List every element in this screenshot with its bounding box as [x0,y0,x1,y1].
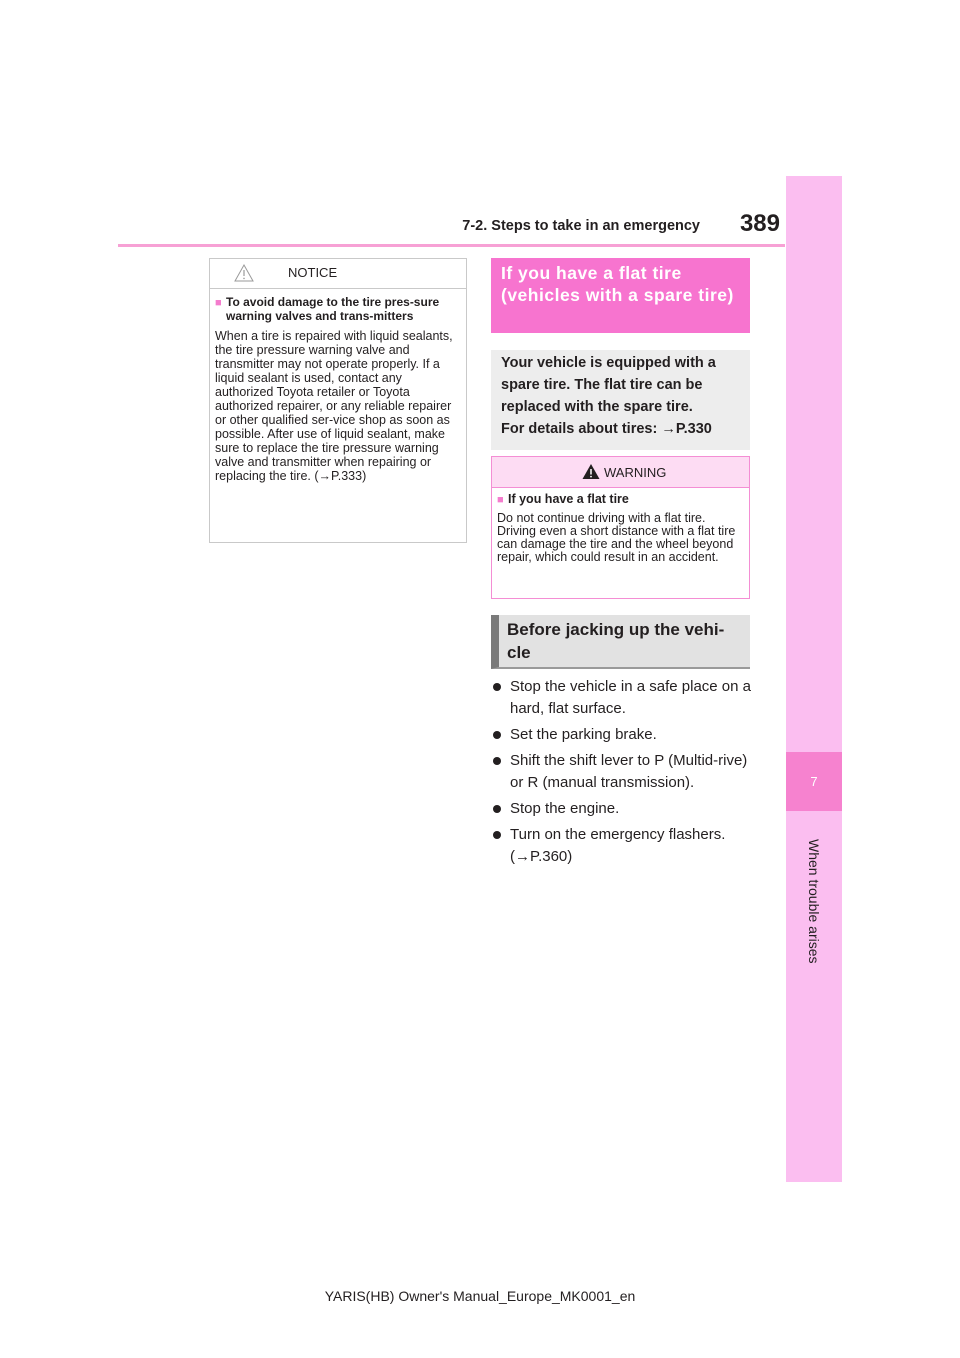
chapter-number-tab [786,752,842,811]
bullet-dot-icon [493,731,501,739]
notice-label: NOTICE [288,265,338,280]
chapter-title: When trouble arises [806,839,822,964]
jacking-heading: Before jacking up the vehi-cle [491,615,750,669]
warning-subheading [497,492,741,506]
spare-tire-info-box [491,350,750,450]
notice-box [209,258,467,543]
steps-list [491,676,753,872]
chapter-number: 7 [810,774,818,789]
notice-subheading-text: To avoid damage to the tire pres-sure warning valves and trans-mitters [226,295,440,323]
footer-manual-id: YARIS(HB) Owner's Manual_Europe_MK0001_en [324,1288,636,1304]
warning-body: Do not continue driving with a flat tire. Driving even a short distance with a flat tire can damage the tire and the wheel beyond repair, which could result in an accident. [497,511,736,564]
flat-tire-heading: If you have a flat tire (vehicles with a spare tire) [491,258,750,333]
notice-header [210,259,466,289]
warning-triangle-icon [582,463,600,480]
warning-label: WARNING [604,465,667,480]
caution-triangle-icon [234,264,254,282]
square-bullet-icon: ■ [215,297,222,309]
list-item: Turn on the emergency flashers. (→P.360) [491,824,753,868]
warning-subheading-text: If you have a flat tire [508,492,629,506]
notice-subheading [215,295,458,323]
section-title: 7-2. Steps to take in an emergency [462,218,700,234]
bullet-dot-icon [493,683,501,691]
warning-box [491,456,750,599]
spare-tire-info-text: Your vehicle is equipped with a spare tire. The flat tire can be replaced with the spare tire. [501,355,716,415]
bullet-dot-icon [493,831,501,839]
bullet-dot-icon [493,757,501,765]
list-item: Set the parking brake. [491,724,753,746]
list-item: Stop the vehicle in a safe place on a hard, flat surface. [491,676,753,720]
page-number: 389 [739,210,780,237]
list-item: Shift the shift lever to P (Multid-rive) or R (manual transmission). [491,750,753,794]
square-bullet-icon: ■ [497,494,504,506]
tire-details-reference: For details about tires: →P.330 [501,421,712,437]
notice-body: When a tire is repaired with liquid sealants, the tire pressure warning valve and transmitter may not operate properly. If a liquid sealant is used, contact any authorized Toyota retailer or Toyota authorized repairer, or any reliable repairer or other qualified ser-vice shop as soon as possible. After use of liquid sealant, make sure to replace the tire pressure warning valve and transmitter when repairing or replacing the tire. (→P.333) [215,329,453,483]
chapter-side-tab [786,176,842,1182]
header-rule [118,244,785,247]
warning-header [492,457,749,488]
list-item: Stop the engine. [491,798,753,820]
bullet-dot-icon [493,805,501,813]
